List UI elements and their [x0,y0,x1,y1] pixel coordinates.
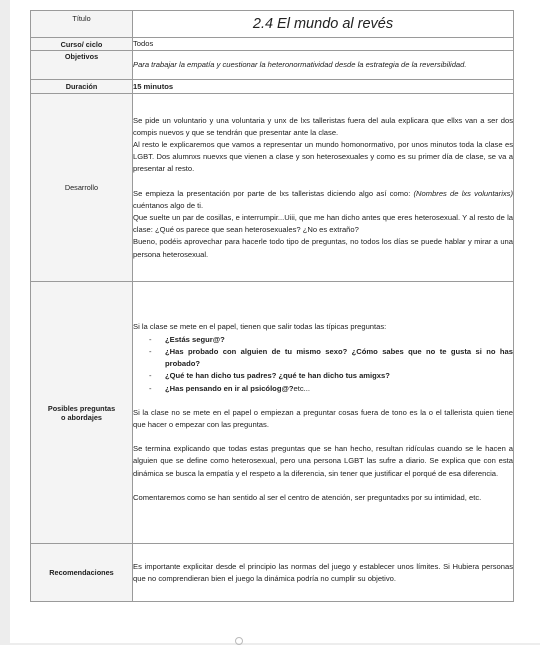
desarrollo-paragraph-1: Se pide un voluntario y una voluntaria y unx de lxs talleristas fuera del aula explicara que ellxs van a ser dos compis nuevos y que se tendrán que presentar ante la clase. [133,115,513,137]
dash-bullet-icon: - [149,334,152,344]
curso-label: Curso/ ciclo [31,38,133,51]
desarrollo-p3-names: (Nombres de lxs voluntarixs) [413,188,513,198]
curso-row [31,38,514,51]
activity-table [30,10,514,602]
duracion-row [31,80,514,94]
preguntas-paragraph-3: Se termina explicando que todas estas preguntas que se han hecho, resultan ridículas cuando se le hacen a alguien que se define como heterosexual, pero una persona LGBT las sufre a diario. Se explica que con esta dinámica se busca la empatía y el respeto a la diferencia, sin tener que justificar el porqué de esa diferencia. [133,444,513,478]
page-footer-mark [235,637,243,645]
desarrollo-paragraph-5: Bueno, podéis aprovechar para hacerle todo tipo de preguntas, no todos los días se puede hablar y mirar a una persona heterosexual. [133,237,513,259]
objetivos-row [31,51,514,80]
preguntas-content [133,282,514,544]
desarrollo-paragraph-3 [133,188,513,212]
desarrollo-p3-text: Se empieza la presentación por parte de lxs talleristas diciendo algo así como: [133,188,414,198]
title-label: Título [31,11,133,38]
preguntas-intro: Si la clase se mete en el papel, tienen que salir todas las típicas preguntas: [133,322,387,332]
recomendaciones-label: Recomendaciones [31,544,133,602]
question-list [133,334,513,395]
desarrollo-paragraph-2: Al resto le explicaremos que vamos a representar un mundo homonormativo, por unos minutos toda la clase es LGBT. Dos alumnxs nuevxs que vienen a clase y son heterosexuales y como es su primer día de clase, se va a presentar al resto. [133,139,513,174]
activity-title: 2.4 El mundo al revés [133,11,514,38]
question-text: ¿Has probado con alguien de tu mismo sexo? ¿Cómo sabes que no te gusta si no has probado? [165,346,513,369]
dash-bullet-icon: - [149,346,152,356]
question-extra: etc... [293,383,310,393]
question-item [133,346,513,370]
preguntas-row [31,282,514,544]
title-row [31,11,514,38]
preguntas-label [31,282,133,544]
objetivos-value: Para trabajar la empatía y cuestionar la heteronormatividad desde la estrategia de la reversibilidad. [133,51,514,80]
question-item [133,383,513,395]
recomendaciones-row [31,544,514,602]
question-item [133,334,513,346]
question-text: ¿Has pensando en ir al psicólog@? [165,383,294,393]
recomendaciones-value: Es importante explicitar desde el principio las normas del juego y establecer unos límites. Si Hubiera personas que no comprendieran bien el juego la dinámica podría no cumplir su objetivo. [133,544,514,602]
question-item [133,370,513,382]
duracion-label: Duración [31,80,133,94]
question-text: ¿Qué te han dicho tus padres? ¿qué te han dicho tus amigxs? [165,371,390,381]
desarrollo-content [133,94,514,282]
desarrollo-row [31,94,514,282]
dash-bullet-icon: - [149,371,152,381]
document-page [10,0,540,643]
objetivos-label: Objetivos [31,51,133,80]
preguntas-paragraph-2: Si la clase no se mete en el papel o empiezan a preguntar cosas fuera de tono es la o el tallerista quien tiene que hacer o empezar con las preguntas. [133,407,513,429]
curso-value: Todos [133,38,514,51]
dash-bullet-icon: - [149,383,152,393]
desarrollo-label: Desarrollo [31,94,133,282]
preguntas-label-line-2: o abordajes [61,412,102,422]
question-text: ¿Estás segur@? [165,334,225,344]
desarrollo-paragraph-4: Que suelte un par de cosillas, e interrumpir...Uiii, que me han dicho antes que eres heterosexual. Y al resto de la clase: ¿Qué os parece que sean heterosexuales? ¿No es extraño? [133,213,513,235]
preguntas-paragraph-4: Comentaremos como se han sentido al ser el centro de atención, ser preguntadxs por su intimidad, etc. [133,492,482,502]
duracion-value: 15 minutos [133,80,514,94]
desarrollo-p3-end: cuéntanos algo de ti. [133,200,204,210]
preguntas-label-line-1: Posibles preguntas [47,403,116,413]
